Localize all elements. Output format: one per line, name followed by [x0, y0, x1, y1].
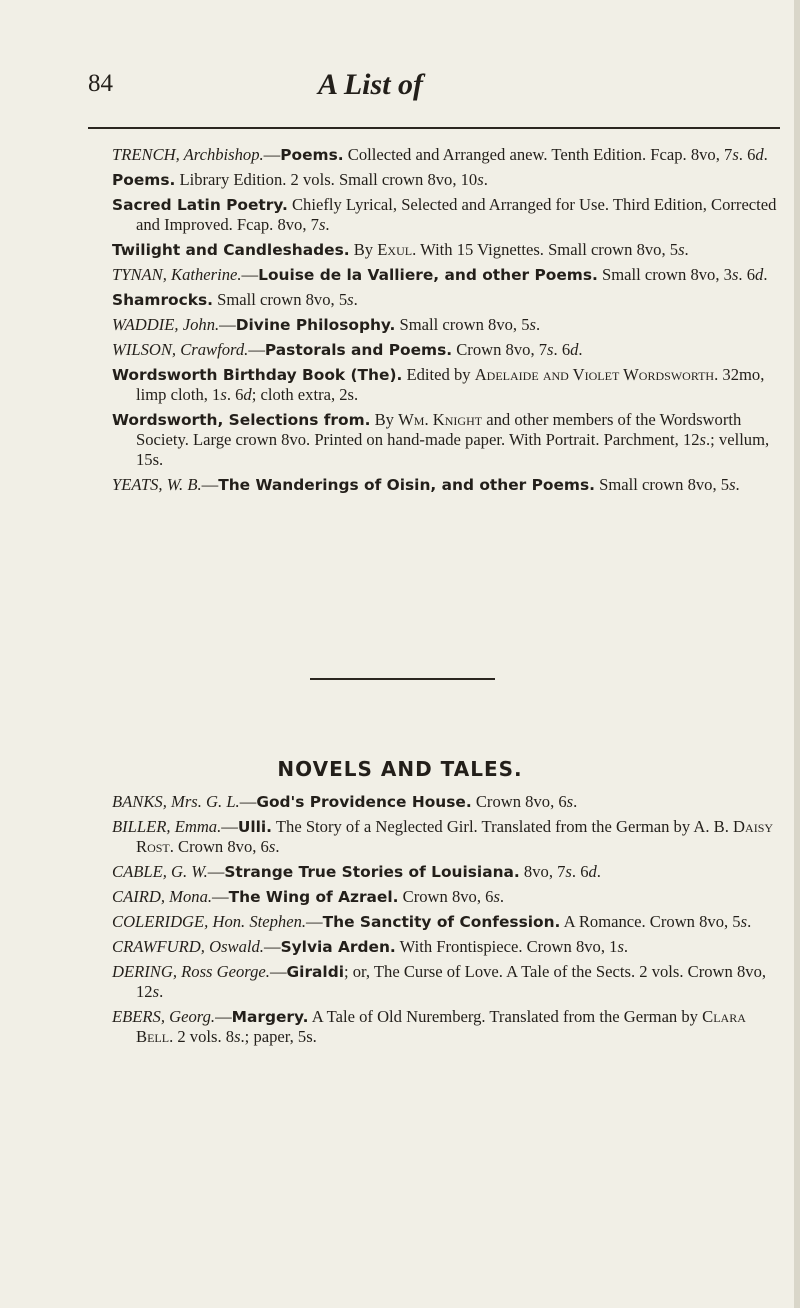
entry-end: .: [763, 265, 768, 284]
entry-details-more: . With 15 Vignettes. Small crown 8vo, 5: [412, 240, 679, 259]
entry-details: Collected and Arranged anew. Tenth Edition. Fcap. 8vo, 7: [343, 145, 733, 164]
entry-author-given: Hon. Stephen.: [212, 912, 307, 931]
price-unit: s: [678, 240, 685, 259]
entry-title: The Sanctity of Confession.: [322, 913, 561, 931]
page-edge-shadow: [794, 0, 800, 1308]
entry-author: BILLER,: [112, 817, 175, 836]
catalogue-entry: [112, 265, 780, 285]
poetry-entries: [112, 145, 780, 500]
catalogue-entry: [112, 290, 780, 310]
entry-dash: —: [207, 862, 225, 881]
price-amount: . 6: [738, 145, 756, 164]
entry-author: CRAWFURD,: [112, 937, 210, 956]
catalogue-entry: [112, 912, 780, 932]
entry-author-given: Mrs. G. L.: [171, 792, 240, 811]
entry-dash: —: [201, 475, 219, 494]
page-number: 84: [88, 70, 113, 97]
catalogue-entry: [112, 817, 780, 857]
catalogue-entry: [112, 365, 780, 405]
entry-author: EBERS,: [112, 1007, 170, 1026]
entry-contributor: Wm. Knight: [398, 410, 483, 429]
entry-title: Sylvia Arden.: [280, 938, 396, 956]
entry-title: God's Providence House.: [256, 793, 472, 811]
entry-details: By: [349, 240, 378, 259]
catalogue-entry: [112, 1007, 780, 1047]
entry-details: The Story of a Neglected Girl. Translated from the German by A. B.: [272, 817, 734, 836]
catalogue-entry: [112, 937, 780, 957]
catalogue-entry: [112, 475, 780, 495]
entry-title: Shamrocks.: [112, 291, 213, 309]
price-unit: d: [755, 145, 764, 164]
entry-dash: —: [269, 962, 287, 981]
entry-end: .: [535, 315, 541, 334]
price-amount: . 6: [553, 340, 571, 359]
price-amount: . 6: [571, 862, 589, 881]
entry-author-given: Oswald.: [209, 937, 264, 956]
entry-author: BANKS,: [112, 792, 172, 811]
price-unit: s: [529, 315, 536, 334]
catalogue-entry: [112, 410, 780, 470]
entry-author-given: Mona.: [169, 887, 213, 906]
entry-title: Strange True Stories of Louisiana.: [224, 863, 520, 881]
entry-end: .: [578, 340, 583, 359]
entry-title: Margery.: [231, 1008, 309, 1026]
entry-details: By: [370, 410, 399, 429]
entry-dash: —: [241, 265, 259, 284]
entry-dash: —: [221, 817, 238, 836]
price-unit: s: [729, 475, 736, 494]
price-unit: s: [740, 912, 748, 931]
entry-dash: —: [306, 912, 323, 931]
entry-title: Pastorals and Poems.: [264, 341, 453, 359]
entry-details-more: . Crown 8vo, 6: [169, 837, 269, 856]
price-unit: s: [152, 982, 160, 1001]
entry-title: Ulli.: [237, 818, 273, 836]
entry-author-given: Ross George.: [181, 962, 270, 981]
entry-dash: —: [263, 145, 281, 164]
section-title: NOVELS AND TALES.: [277, 757, 523, 781]
entry-end: .: [573, 792, 578, 811]
entry-title: The Wing of Azrael.: [228, 888, 399, 906]
price-amount: . 6: [226, 385, 244, 404]
entry-title: Poems.: [280, 146, 344, 164]
entry-title: Twilight and Candleshades.: [112, 241, 350, 259]
entry-author: CAIRD,: [112, 887, 170, 906]
price-unit: s: [493, 887, 500, 906]
entry-end: .: [623, 937, 629, 956]
entry-details: Small crown 8vo, 5: [594, 475, 730, 494]
price-unit: s: [699, 430, 707, 449]
entry-details: Small crown 8vo, 5: [395, 315, 530, 334]
price-unit: d: [588, 862, 597, 881]
catalogue-entry: [112, 792, 780, 812]
catalogue-entry: [112, 315, 780, 335]
price-unit: s: [617, 937, 624, 956]
entry-author-given: Georg.: [169, 1007, 216, 1026]
entry-end: .: [747, 912, 752, 931]
entry-dash: —: [239, 792, 257, 811]
price-unit: d: [243, 385, 252, 404]
price-amount: . 6: [738, 265, 756, 284]
entry-dash: —: [215, 1007, 232, 1026]
catalogue-entry: [112, 862, 780, 882]
entry-details: With Frontispiece. Crown 8vo, 1: [395, 937, 618, 956]
entry-end: .: [596, 862, 601, 881]
price-unit: s: [731, 265, 739, 284]
section-divider-rule: [310, 678, 495, 680]
entry-details: Edited by: [402, 365, 475, 384]
entry-end: .; paper, 5s.: [240, 1027, 317, 1046]
entry-contributor: Exul: [377, 240, 413, 259]
catalogue-entry: [112, 962, 780, 1002]
price-unit: s: [565, 862, 572, 881]
price-unit: s: [566, 792, 574, 811]
entry-author-given: G. W.: [171, 862, 208, 881]
entry-author: WILSON,: [112, 340, 181, 359]
entry-contributor: Clara Bell: [136, 1007, 746, 1046]
entry-title: Sacred Latin Poetry.: [112, 196, 288, 214]
entry-title: Wordsworth, Selections from.: [112, 411, 371, 429]
entry-author: YEATS,: [112, 475, 167, 494]
entry-end: .: [325, 215, 330, 234]
entry-details: Library Edition. 2 vols. Small crown 8vo, 10: [175, 170, 478, 189]
entry-end: .: [763, 145, 768, 164]
entry-author-given: Emma.: [174, 817, 222, 836]
price-unit: s: [547, 340, 554, 359]
entry-details: Crown 8vo, 6: [471, 792, 567, 811]
entry-contributor: Daisy Rost: [136, 817, 774, 856]
entry-details: Small crown 8vo, 3: [597, 265, 732, 284]
entry-author-given: Crawford.: [180, 340, 249, 359]
entry-dash: —: [212, 887, 229, 906]
entry-author: CABLE,: [112, 862, 172, 881]
entry-details: Crown 8vo, 6: [398, 887, 494, 906]
price-unit: s: [477, 170, 484, 189]
entry-end: .: [684, 240, 689, 259]
entry-dash: —: [263, 937, 281, 956]
entry-end: .: [159, 982, 164, 1001]
entry-details: A Romance. Crown 8vo, 5: [560, 912, 741, 931]
catalogue-entry: [112, 170, 780, 190]
catalogue-entry: [112, 195, 780, 235]
entry-author-given: John.: [182, 315, 220, 334]
entry-contributor: Adelaide and Violet Wordsworth: [474, 365, 715, 384]
entry-author: COLERIDGE,: [112, 912, 213, 931]
entry-end: .: [353, 290, 358, 309]
entry-end: .: [275, 837, 280, 856]
price-unit: s: [220, 385, 227, 404]
entry-title: Poems.: [112, 171, 176, 189]
entry-details: Small crown 8vo, 5: [213, 290, 348, 309]
entry-dash: —: [219, 315, 236, 334]
price-unit: s: [268, 837, 276, 856]
price-unit: d: [570, 340, 579, 359]
entry-end: ; cloth extra, 2s.: [251, 385, 359, 404]
entry-details: 8vo, 7: [519, 862, 566, 881]
price-unit: s: [732, 145, 739, 164]
entry-title: Giraldi: [286, 963, 344, 981]
entry-end: .: [735, 475, 740, 494]
catalogue-entry: [112, 145, 780, 165]
entry-author: WADDIE,: [112, 315, 183, 334]
price-unit: d: [755, 265, 764, 284]
page-header: [88, 68, 768, 118]
entry-title: The Wanderings of Oisin, and other Poems.: [218, 476, 595, 494]
entry-author-given: Katherine.: [171, 265, 242, 284]
price-unit: s: [318, 215, 326, 234]
running-title: A List of: [318, 68, 424, 101]
catalogue-entry: [112, 340, 780, 360]
entry-author: DERING,: [112, 962, 182, 981]
entry-details: Crown 8vo, 7: [452, 340, 548, 359]
header-rule: [88, 127, 780, 129]
entry-end: .; vellum, 15s.: [136, 430, 770, 469]
entry-author: TRENCH,: [112, 145, 184, 164]
entry-title: Wordsworth Birthday Book (The).: [112, 366, 403, 384]
entry-author-given: Archbishop.: [183, 145, 264, 164]
entry-author: TYNAN,: [112, 265, 172, 284]
entry-dash: —: [248, 340, 265, 359]
entry-title: Louise de la Valliere, and other Poems.: [258, 266, 598, 284]
novels-entries: [112, 792, 780, 1052]
catalogue-entry: [112, 887, 780, 907]
entry-details-more: and other members of the Wordsworth Society. Large crown 8vo. Printed on hand-made paper. With Portrait. Parchment, 12: [136, 410, 742, 449]
entry-end: .: [499, 887, 505, 906]
entry-details-more: . 32mo, limp cloth, 1: [136, 365, 765, 404]
entry-details-more: . 2 vols. 8: [169, 1027, 235, 1046]
entry-end: .: [483, 170, 488, 189]
entry-details: ; or, The Curse of Love. A Tale of the Sects. 2 vols. Crown 8vo, 12: [136, 962, 767, 1001]
entry-details: Chiefly Lyrical, Selected and Arranged for Use. Third Edition, Corrected and Improved. Fcap. 8vo, 7: [136, 195, 777, 234]
price-unit: s: [347, 290, 354, 309]
catalogue-entry: [112, 240, 780, 260]
entry-title: Divine Philosophy.: [235, 316, 396, 334]
entry-author-given: W. B.: [166, 475, 202, 494]
price-unit: s: [234, 1027, 241, 1046]
entry-details: A Tale of Old Nuremberg. Translated from the German by: [308, 1007, 703, 1026]
